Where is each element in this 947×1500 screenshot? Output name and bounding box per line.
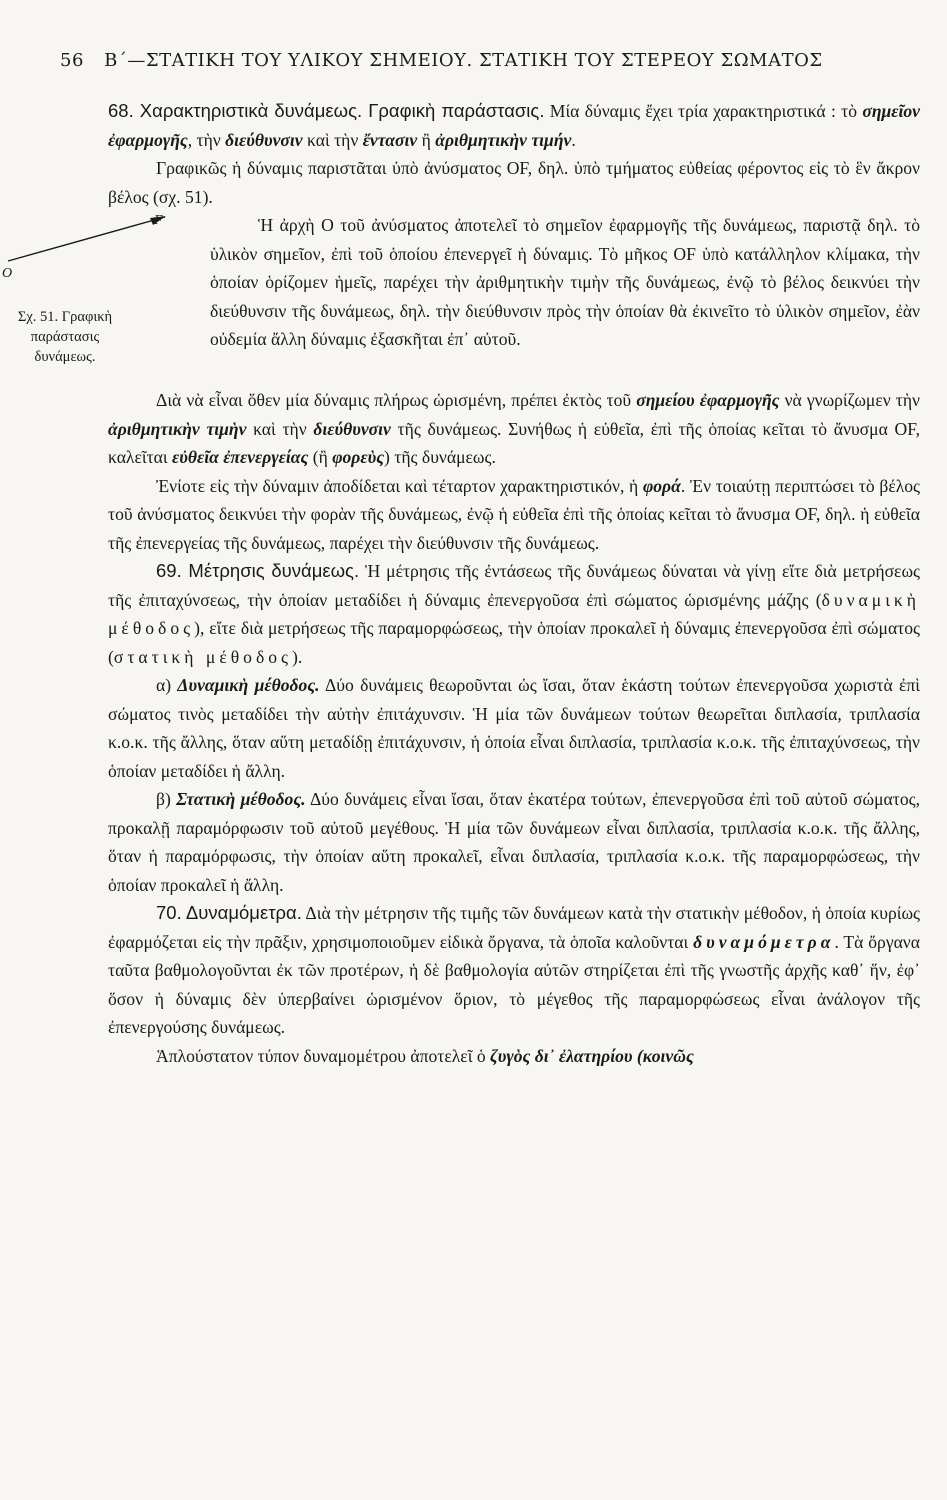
paragraph [108,472,920,558]
text-run: Διὰ νὰ εἶναι ὅθεν μία δύναμις πλήρως ὡρισμένη, πρέπει ἐκτὸς τοῦ [156,390,637,410]
subsection-a [108,671,920,785]
text-run: , τὴν [187,129,226,150]
vector-line-of [8,217,165,261]
section-68-heading: 68. Χαρακτηριστικὰ δυνάμεως. Γραφικὴ παράστασις. [108,100,545,121]
subsection-title: Στατικὴ μέθοδος. [176,789,306,809]
subsection-label: α) [156,675,178,695]
text-run: καὶ τὴν [246,418,314,439]
paragraph: Γραφικῶς ἡ δύναμις παριστᾶται ὑπὸ ἀνύσματος OF, δηλ. ὑπὸ τμήματος εὐθείας φέροντος εἰς τὸ ἓν ἄκρον βέλος (σχ. 51). [108,158,920,207]
section-69-paragraph [108,557,920,671]
text-run: Διὰ τὴν μέτρησιν τῆς τιμῆς τῶν δυνάμεων κατὰ τὴν στατικὴν μέθοδον, ἡ ὁποία κυρίως ἐφαρμόζεται εἰς τὴν πρᾶξιν, χρησιμοποιοῦμεν εἰδικὰ ὄργανα, τὰ ὁποῖα καλοῦνται [108,903,920,952]
text-run: Ἐνίοτε εἰς τὴν δύναμιν ἀποδίδεται καὶ τέταρτον χαρακτηριστικόν, ἡ [156,475,643,496]
running-header [60,50,920,71]
text-run: Δύο δυνάμεις εἶναι ἴσαι, ὅταν ἑκατέρα τούτων, ἐπενεργοῦσα ἐπὶ τοῦ αὐτοῦ σώματος, προκαλῇ παραμόρφωσιν τοῦ αὐτοῦ μεγέθους. Ἡ μία τῶν δυνάμεων εἶναι διπλασία, τριπλασία κ.ο.κ. τῆς ἄλλης, ὅταν ἡ παραμόρφωσις, τὴν ὁποίαν αὕτη προκαλεῖ, εἶναι διπλασία, τριπλασία κ.ο.κ. τῆς παραμορφώσεως, τὴν ὁποίαν προκαλεῖ ἡ ἄλλη. [108,789,920,895]
text-run: νὰ γνωρίζωμεν τὴν [779,390,920,410]
vector-arrow-figure [0,211,200,311]
section-69-heading: 69. Μέτρησις δυνάμεως. [156,560,360,581]
term-dynamometers: δυναμόμετρα [693,931,835,952]
text-run: . Τὰ ὄργανα ταῦτα βαθμολογοῦνται ἐκ τῶν προτέρων, ἡ δὲ βαθμολογία αὐτῶν στηρίζεται ἐπὶ τῆς γνωστῆς ἀρχῆς καθ᾿ ἥν, ἐφ᾿ ὅσον ἡ δύναμις δὲν ὑπερβαίνει ὡρισμένον ὅριον, τὸ μέγεθος τῆς παραμορφώσεως εἶναι ἀνάλογον τῆς ἐπενεργούσης δυνάμεως. [108,931,920,1037]
figure-label-o: O [2,266,13,281]
figure-label-f: F [154,213,163,228]
running-title: Β΄—ΣΤΑΤΙΚΗ ΤΟΥ ΥΛΙΚΟΥ ΣΗΜΕΙΟΥ. ΣΤΑΤΙΚΗ ΤΟΥ ΣΤΕΡΕΟΥ ΣΩΜΑΤΟΣ [104,50,823,71]
text-run: Μία δύναμις ἔχει τρία χαρακτηριστικά : τὸ [544,101,863,121]
figure-caption: Σχ. 51. Γραφικὴ παράστασις δυνάμεως. [17,309,113,365]
term-dynamic-method: δυναμικὴ μέθοδος [108,589,920,638]
figure-51 [0,211,200,386]
paragraph [108,386,920,472]
section-70-paragraph [108,899,920,1042]
text-run: . Ἐν τοιαύτῃ περιπτώσει τὸ βέλος τοῦ ἀνύσματος δεικνύει τὴν φορὰν τῆς δυνάμεως, ἐνῷ ἡ εὐθεῖα ἐπὶ τῆς ὁποίας κεῖται τὸ ἄνυσμα OF, δηλ. ἡ εὐθεῖα τῆς ἐπενεργείας τῆς δυνάμεως, παρέχει τὴν διεύθυνσιν τῆς δυνάμεως. [108,475,920,553]
text-run: ἢ [417,129,436,150]
text-run: (ἢ [308,447,333,467]
subsection-label: β) [156,789,177,809]
text-run: Ἁπλούστατον τύπον δυναμομέτρου ἀποτελεῖ ὁ [156,1045,491,1066]
term-point-of-application: σημεῖον ἐφαρμογῆς [108,101,920,150]
term-static-method: στατικὴ μέθοδος [113,646,292,667]
term-spring-balance: ζυγὸς δι᾿ ἐλατηρίου (κοινῶς [490,1045,694,1066]
text-run: Ἡ μέτρησις τῆς ἐντάσεως τῆς δυνάμεως δύναται νὰ γίνῃ εἴτε διὰ μετρήσεως τῆς ἐπιταχύνσεως, τὴν ὁποίαν μεταδίδει ἡ δύναμις ἐπενεργοῦσα ἐπὶ σώματος ὡρισμένης μάζης ( [108,561,920,610]
term-carrier: φορεὺς [332,447,385,467]
section-68-paragraph [108,97,920,154]
text-run: τῆς δυνάμεως. Συνήθως ἡ εὐθεῖα, ἐπὶ τῆς ὁποίας κεῖται τὸ ἄνυσμα OF, καλεῖται [108,418,920,467]
paragraph-with-figure [2,211,920,365]
subsection-b [108,785,920,899]
term-direction: διεύθυνσιν [225,129,303,150]
text-run: καὶ τὴν [302,129,363,150]
text-run: Δύο δυνάμεις θεωροῦνται ὡς ἴσαι, ὅταν ἑκάστη τούτων ἐπενεργοῦσα χωριστὰ ἐπὶ σώματος τινὸς μεταδίδει τὴν αὐτὴν ἐπιτάχυνσιν. Ἡ μία τῶν δυνάμεων τούτων θεωρεῖται διπλασία, τριπλασία κ.ο.κ. τῆς ἄλλης, ὅταν αὕτη μεταδίδῃ ἐπιτάχυνσιν, ἡ ὁποία εἶναι διπλασία, τριπλασία κ.ο.κ. τῆς ἐπιταχύνσεως, τὴν ὁποίαν μεταδίδει ἡ ἄλλη. [108,675,921,781]
term-numerical-value: ἀριθμητικὴν τιμὴν [108,418,247,439]
paragraph [108,1042,920,1071]
text-run: ). [292,646,303,667]
text-run: ) τῆς δυνάμεως. [384,447,496,467]
term-intensity: ἔντασιν [362,129,418,150]
term-point-of-application: σημείου ἐφαρμογῆς [636,390,780,410]
term-sense: φορά [642,475,681,496]
page-number: 56 [60,50,84,71]
text-run: Ἡ ἀρχὴ O τοῦ ἀνύσματος ἀποτελεῖ τὸ σημεῖον ἐφαρμογῆς τῆς δυνάμεως, παριστᾷ δηλ. τὸ ὑλικὸν σημεῖον, ἐπὶ τοῦ ὁποίου ἐπενεργεῖ ἡ δύναμις. Τὸ μῆκος OF ὑπὸ κατάλληλον κλίμακα, τὴν ὁποίαν ὁρίζομεν ἡμεῖς, παρέχει τὴν ἀριθμητικὴν τιμὴν τῆς δυνάμεως, ἐνῷ τὸ βέλος δεικνύει τὴν διεύθυνσιν τῆς δυνάμεως, δηλ. τὴν διεύθυνσιν πρὸς τὴν ὁποίαν θὰ ἐκινεῖτο τὸ ὑλικὸν σημεῖον, ἐὰν οὐδεμία ἄλλη δύναμις ἐξασκῆται ἐπ᾿ αὐτοῦ. [210,215,920,349]
text-run: . [571,129,576,150]
section-70-heading: 70. Δυναμόμετρα. [156,902,302,923]
body-text [2,97,921,1070]
term-numerical-value: ἀριθμητικὴν τιμήν [435,129,572,150]
term-line-of-action: εὐθεῖα ἐπενεργείας [172,447,309,467]
subsection-title: Δυναμικὴ μέθοδος. [177,675,320,695]
term-direction: διεύθυνσιν [313,418,391,439]
text-run: ), εἴτε διὰ μετρήσεως τῆς παραμορφώσεως, τὴν ὁποίαν προκαλεῖ ἡ δύναμις ἐπενεργοῦσα ἐπὶ σώματος ( [108,618,920,667]
